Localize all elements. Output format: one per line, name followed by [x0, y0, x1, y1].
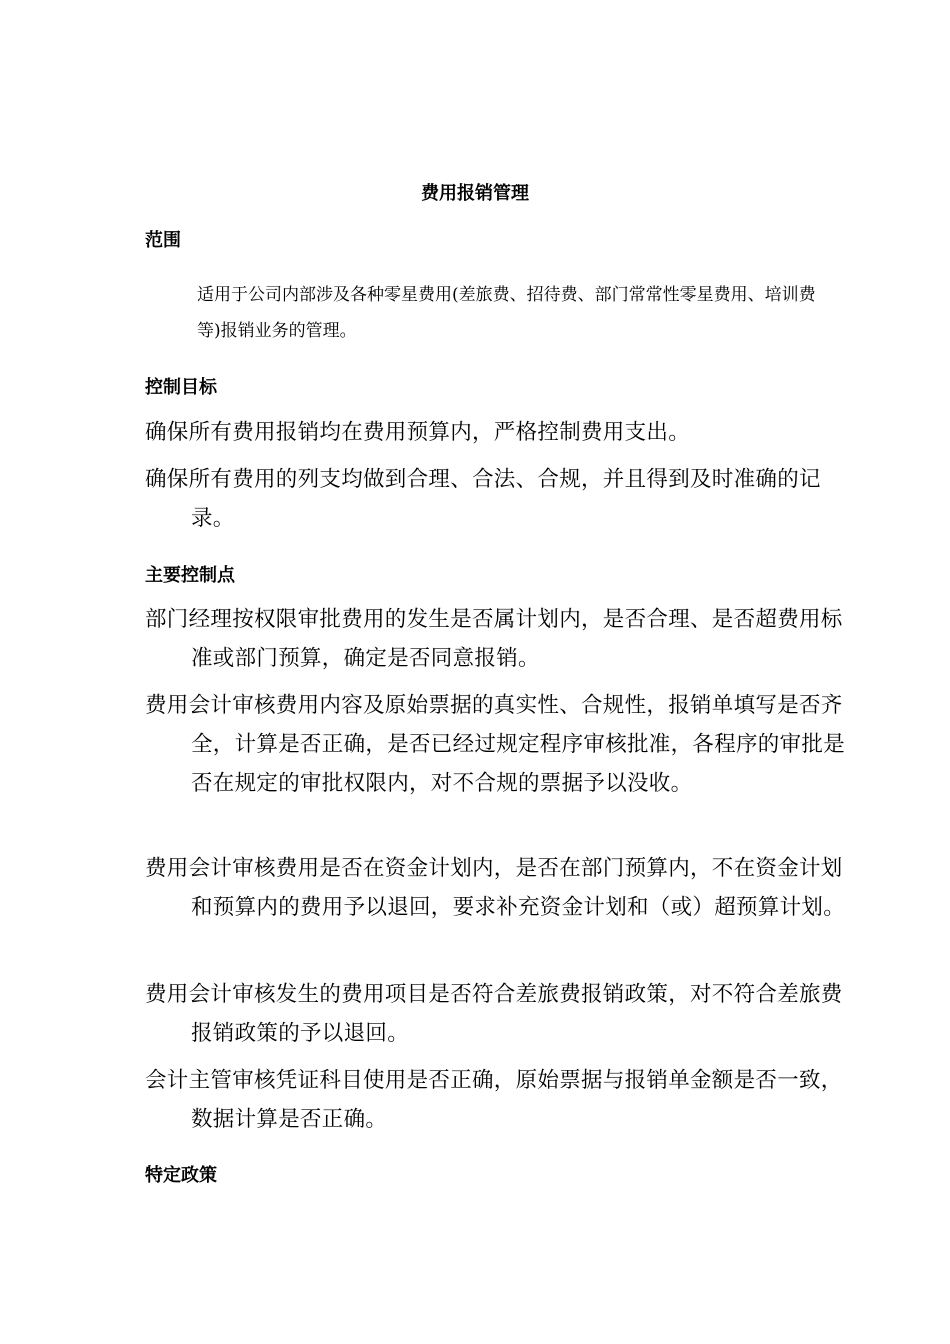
scope-paragraph: 适用于公司内部涉及各种零星费用(差旅费、招待费、部门常常性零星费用、培训费等)报销业务的管理。 [197, 285, 816, 341]
control-point-item: 费用会计审核费用是否在资金计划内，是否在部门预算内，不在资金计划和预算内的费用予以退回，要求补充资金计划和（或）超预算计划。 [145, 856, 846, 920]
section-heading-control-points: 主要控制点 [145, 565, 235, 586]
objective-item: 确保所有费用的列支均做到合理、合法、合规，并且得到及时准确的记录。 [145, 467, 821, 531]
control-point-item: 费用会计审核费用内容及原始票据的真实性、合规性，报销单填写是否齐全，计算是否正确，是否已经过规定程序审核批准，各程序的审批是否在规定的审批权限内，对不合规的票据予以没收。 [145, 693, 846, 796]
control-point-item: 费用会计审核发生的费用项目是否符合差旅费报销政策，对不符合差旅费报销政策的予以退回。 [145, 982, 843, 1046]
section-heading-policies: 特定政策 [145, 1165, 217, 1186]
objective-item: 确保所有费用报销均在费用预算内，严格控制费用支出。 [145, 420, 691, 445]
document-title: 费用报销管理 [421, 183, 529, 204]
control-point-item: 会计主管审核凭证科目使用是否正确，原始票据与报销单金额是否一致，数据计算是否正确。 [145, 1068, 843, 1132]
section-heading-objectives: 控制目标 [145, 377, 217, 398]
control-point-item: 部门经理按权限审批费用的发生是否属计划内，是否合理、是否超费用标准或部门预算，确定是否同意报销。 [145, 607, 843, 671]
section-heading-scope: 范围 [145, 230, 181, 251]
